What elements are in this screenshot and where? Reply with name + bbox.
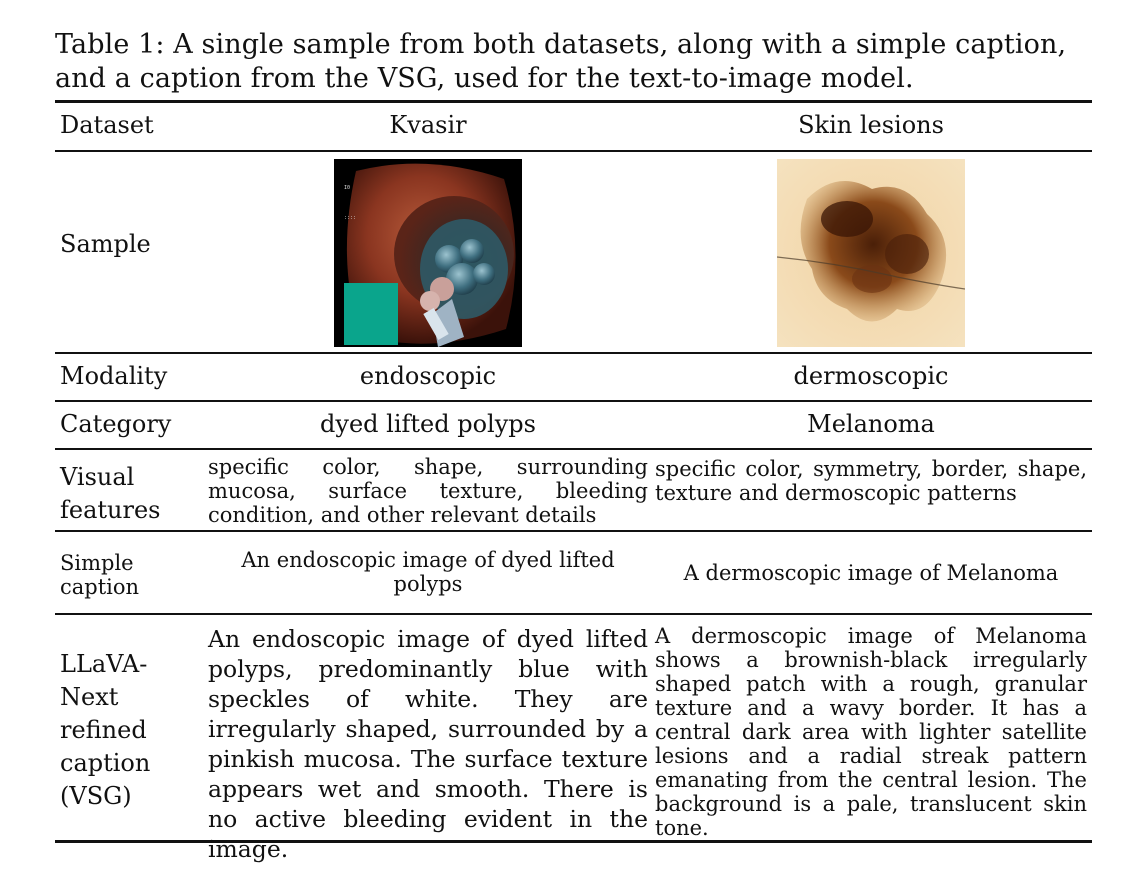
row-label-modality: Modality [60,362,168,390]
skin-lesion-melanoma-sample-image [777,159,965,347]
kvasir-visual-features: specific color, shape, surrounding mucosa, surface texture, bleeding condition, and other relevant details [208,455,648,527]
svg-text:I0: I0 [344,185,351,191]
skin-vsg-caption: A dermoscopic image of Melanoma shows a brownish-black irregularly shaped patch with a rough, granular texture and a wavy border. It has a central dark area with lighter satellite lesions and a radial streak pattern emanating from the central lesion. The background is a pale, translucent skin tone. [655,624,1087,840]
skin-modality: dermoscopic [793,362,949,390]
header-dataset: Dataset [60,111,154,139]
svg-text:::::: :::: [344,215,357,221]
row-label-category: Category [60,410,172,438]
header-skin-lesions: Skin lesions [798,111,944,139]
row-label-vsg-caption: LLaVA-Next refined caption (VSG) [60,650,151,810]
skin-simple-caption: A dermoscopic image of Melanoma [683,561,1059,585]
row-rule [55,448,1092,450]
table-caption: Table 1: A single sample from both datasets, along with a simple caption, and a caption from the VSG, used for the text-to-image model. [55,29,1067,94]
skin-category: Melanoma [807,410,935,438]
row-label-sample: Sample [60,230,151,258]
row-rule [55,400,1092,402]
skin-visual-features: specific color, symmetry, border, shape, texture and dermoscopic patterns [655,457,1087,505]
kvasir-category: dyed lifted polyps [320,410,536,438]
row-rule [55,352,1092,354]
top-rule [55,100,1092,103]
header-kvasir: Kvasir [389,111,467,139]
row-rule [55,613,1092,615]
kvasir-modality: endoscopic [359,362,497,390]
row-label-visual-features: Visual features [60,463,161,524]
kvasir-endoscopic-sample-image [334,159,522,347]
kvasir-vsg-caption: An endoscopic image of dyed lifted polyps, predominantly blue with speckles of white. They are irregularly shaped, surrounded by a pinkish mucosa. The surface texture appears wet and smooth. There is no active bleeding evident in the image. [208,625,648,863]
row-label-simple-caption: Simple caption [60,551,140,599]
header-rule [55,150,1092,152]
row-rule [55,530,1092,532]
kvasir-simple-caption: An endoscopic image of dyed lifted polyps [241,548,615,596]
